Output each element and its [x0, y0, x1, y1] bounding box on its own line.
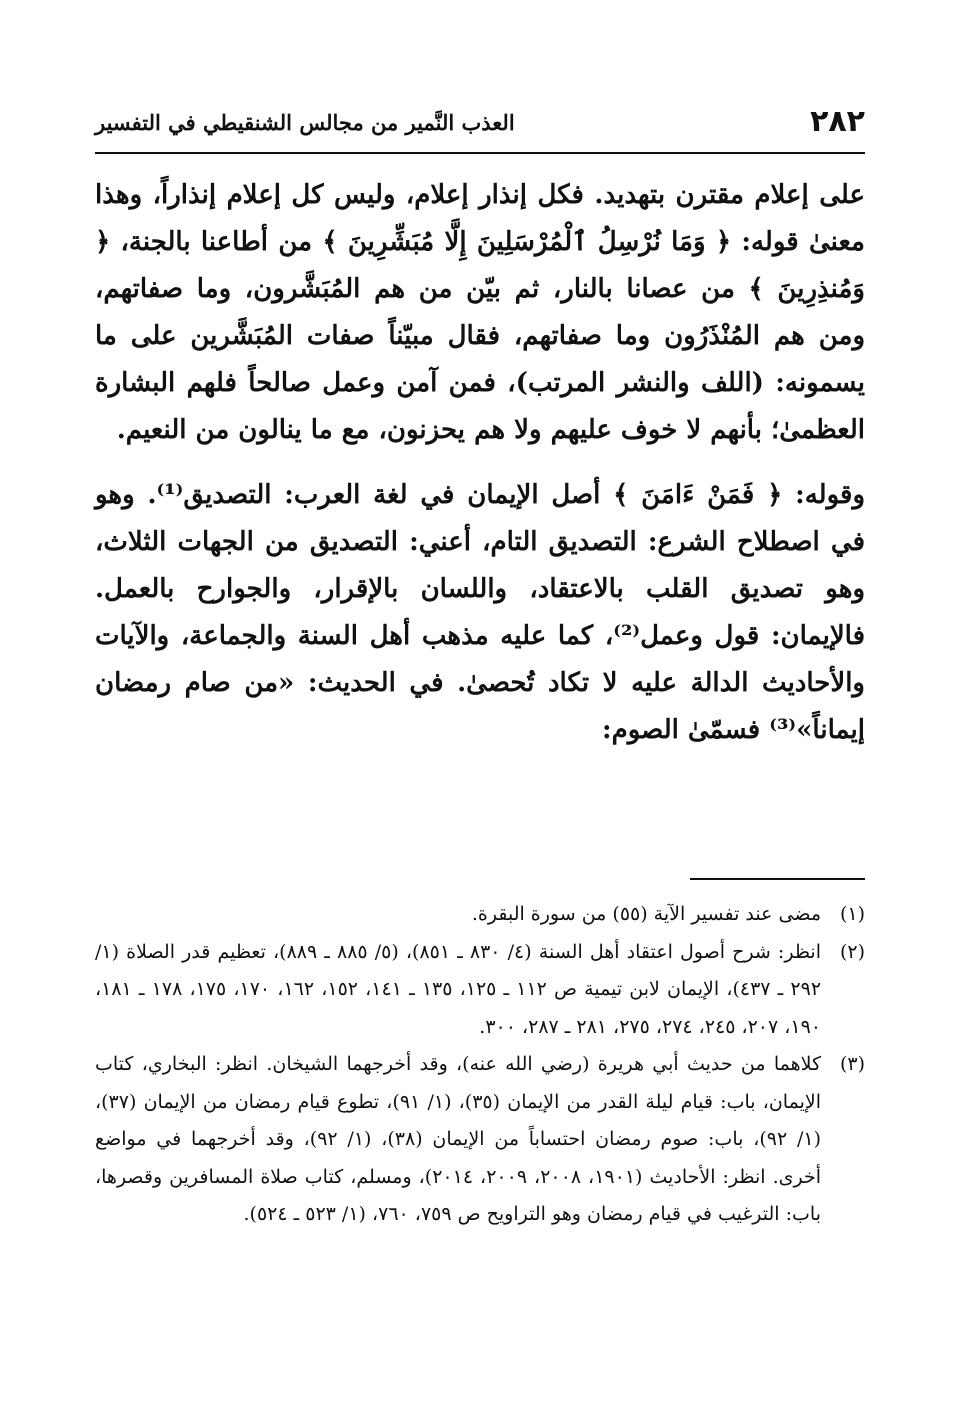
footnote-text: كلاهما من حديث أبي هريرة (رضي الله عنه)، وقد أخرجهما الشيخان. انظر: البخاري، كتاب الإيمان، باب: قيام ليلة القدر من الإيمان (٣٥)، (١/ ٩١)، تطوع قيام رمضان من الإيمان (٣٧)، (١/ ٩٢)، باب: صوم رمضان احتساباً من الإيمان (٣٨)، (١/ ٩٢)، وقد أخرجهما في مواضع أخرى. انظر: الأحاديث (١٩٠١، ٢٠٠٨، ٢٠٠٩، ٢٠١٤)، ومسلم، كتاب صلاة المسافرين وقصرها، باب: الترغيب في قيام رمضان وهو التراويح ص ٧٥٩، ٧٦٠، (١/ ٥٢٣ ـ ٥٢٤). [95, 1053, 822, 1225]
footnote-number: (٢) [839, 940, 865, 963]
page-number: ٢٨٢ [810, 104, 865, 139]
footnote-number: (١) [839, 903, 865, 925]
footnote-text: مضى عند تفسير الآية (٥٥) من سورة البقرة. [471, 903, 821, 925]
footnotes [95, 896, 865, 1234]
footnote-number: (٣) [839, 1053, 865, 1075]
header-divider [95, 152, 865, 154]
body-paragraph: وقوله: ﴿ فَمَنْ ءَامَنَ ﴾ أصل الإيمان في لغة العرب: التصديق⁽¹⁾. وهو في اصطلاح الشرع: التصديق التام، أعني: التصديق من الجهات الثلاث، وهو تصديق القلب بالاعتقاد، واللسان بالإقرار، والجوارح بالعمل. فالإيمان: قول وعمل⁽²⁾، كما عليه مذهب أهل السنة والجماعة، والآيات والأحاديث الدالة عليه لا تكاد تُحصىٰ. في الحديث: «من صام رمضان إيماناً»⁽³⁾ فسمّىٰ الصوم: [95, 480, 866, 745]
running-title: العذب النَّمير من مجالس الشنقيطي في التفسير [95, 110, 515, 135]
main-text [95, 172, 865, 754]
page-header [95, 104, 865, 152]
footnote-item [95, 1046, 865, 1234]
footnote-item [95, 896, 865, 934]
body-paragraph: على إعلام مقترن بتهديد. فكل إنذار إعلام، وليس كل إعلام إنذاراً، وهذا معنىٰ قوله: ﴿ وَمَا نُرْسِلُ ٱلْمُرْسَلِينَ إِلَّا مُبَشِّرِينَ ﴾ من أطاعنا بالجنة، ﴿ وَمُنذِرِينَ ﴾ من عصانا بالنار، ثم بيّن من هم المُبَشَّرون، وما صفاتهم، ومن هم المُنْذَرُون وما صفاتهم، فقال مبيّناً صفات المُبَشَّرين على ما يسمونه: (اللف والنشر المرتب)، فمن آمن وعمل صالحاً فلهم البشارة العظمىٰ؛ بأنهم لا خوف عليهم ولا هم يحزنون، مع ما ينالون من النعيم. [95, 180, 865, 445]
footnote-item [95, 934, 865, 1047]
footnote-text: انظر: شرح أصول اعتقاد أهل السنة (٤/ ٨٣٠ ـ ٨٥١)، (٥/ ٨٨٥ ـ ٨٨٩)، تعظيم قدر الصلاة (١/ ٢٩٢ ـ ٤٣٧)، الإيمان لابن تيمية ص ١١٢ ـ ١٢٥، ١٣٥ ـ ١٤١، ١٥٢، ١٦٢، ١٧٠، ١٧٥، ١٧٨ ـ ١٨١، ١٩٠، ٢٠٧، ٢٤٥، ٢٧٤، ٢٧٥، ٢٨١ ـ ٢٨٧، ٣٠٠. [95, 940, 822, 1038]
footnote-divider [690, 878, 865, 880]
